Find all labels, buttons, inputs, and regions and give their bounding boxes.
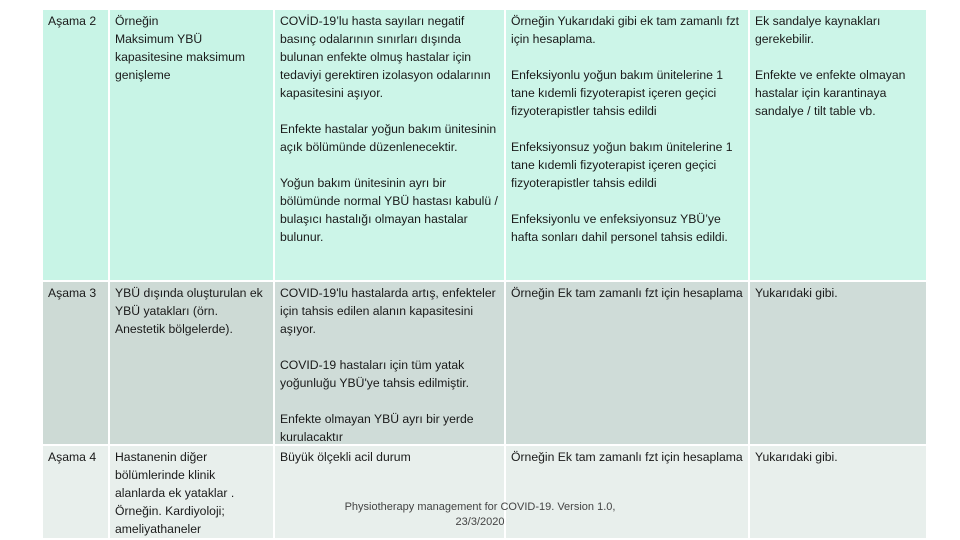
stage-cell (43, 282, 108, 444)
equipment-text: Enfekte ve enfekte olmayan hastalar için karantinaya sandalye / tilt table vb. (755, 68, 906, 118)
slide-footer (330, 500, 630, 530)
trigger-text: COVID-19 hastaları için tüm yatak yoğunluğu YBÜ'ye tahsis edilmiştir. (280, 358, 470, 390)
stage-label: Aşama 3 (48, 286, 97, 300)
equipment-text: Yukarıdaki gibi. (755, 286, 838, 300)
trigger-cell (275, 282, 504, 444)
description-cell (110, 282, 273, 444)
trigger-text: Yoğun bakım ünitesinin ayrı bir bölümünde normal YBÜ hastası kabulü / bulaşıcı hastalığı olmayan hastalar bulunur. (280, 176, 498, 244)
description-text: YBÜ dışında oluşturulan ek YBÜ yatakları (örn. Anestetik bölgelerde). (115, 286, 263, 336)
staffing-text: Örneğin Ek tam zamanlı fzt için hesaplama (511, 450, 743, 464)
staffing-text: Enfeksiyonlu ve enfeksiyonsuz YBÜ’ye hafta sonları dahil personel tahsis edildi. (511, 212, 728, 244)
description-text: Hastanenin diğer bölümlerinde klinik alanlarda ek yataklar . Örneğin. Kardiyoloji; ameliyathaneler (115, 450, 235, 536)
equipment-text: Yukarıdaki gibi. (755, 450, 838, 464)
trigger-text: COVİD-19’lu hasta sayıları negatif basınç odalarının sınırları dışında bulunan enfekte olmuş hastalar için tedaviyi gerektiren izolasyon odalarının kapasitesini aşıyor. (280, 14, 491, 100)
equipment-cell (750, 282, 926, 444)
equipment-cell (750, 10, 926, 280)
staffing-text: Örneğin Yukarıdaki gibi ek tam zamanlı fzt için hesaplama. (511, 14, 740, 46)
stages-table (43, 10, 918, 534)
equipment-text: Ek sandalye kaynakları gerekebilir. (755, 14, 881, 46)
staffing-text: Enfeksiyonlu yoğun bakım ünitelerine 1 tane kıdemli fizyoterapist içeren geçici fizyoterapistler tahsis edildi (511, 68, 724, 118)
stage-label: Aşama 4 (48, 450, 97, 464)
stage-cell (43, 446, 108, 538)
footer-line: Physiotherapy management for COVID-19. Version 1.0, (344, 501, 616, 513)
description-text: Maksimum YBÜ kapasitesine maksimum genişleme (115, 32, 246, 82)
staffing-text: Örneğin Ek tam zamanlı fzt için hesaplama (511, 286, 743, 300)
stage-label: Aşama 2 (48, 14, 97, 28)
staffing-cell (506, 282, 748, 444)
trigger-cell (275, 10, 504, 280)
footer-line: 23/3/2020 (455, 516, 505, 528)
staffing-cell (506, 10, 748, 280)
description-cell (110, 446, 273, 538)
equipment-cell (750, 446, 926, 538)
trigger-text: COVID-19'lu hastalarda artış, enfekteler için tahsis edilen alanın kapasitesini aşıyor. (280, 286, 496, 336)
trigger-text: Büyük ölçekli acil durum (280, 450, 411, 464)
trigger-text: Enfekte olmayan YBÜ ayrı bir yerde kurulacaktır (280, 412, 474, 444)
description-cell (110, 10, 273, 280)
description-text: Örneğin (115, 14, 159, 28)
trigger-text: Enfekte hastalar yoğun bakım ünitesinin açık bölümünde düzenlenecektir. (280, 122, 497, 154)
staffing-text: Enfeksiyonsuz yoğun bakım ünitelerine 1 tane kıdemli fizyoterapist içeren geçici fizyoterapistler tahsis edildi (511, 140, 733, 190)
stage-cell (43, 10, 108, 280)
